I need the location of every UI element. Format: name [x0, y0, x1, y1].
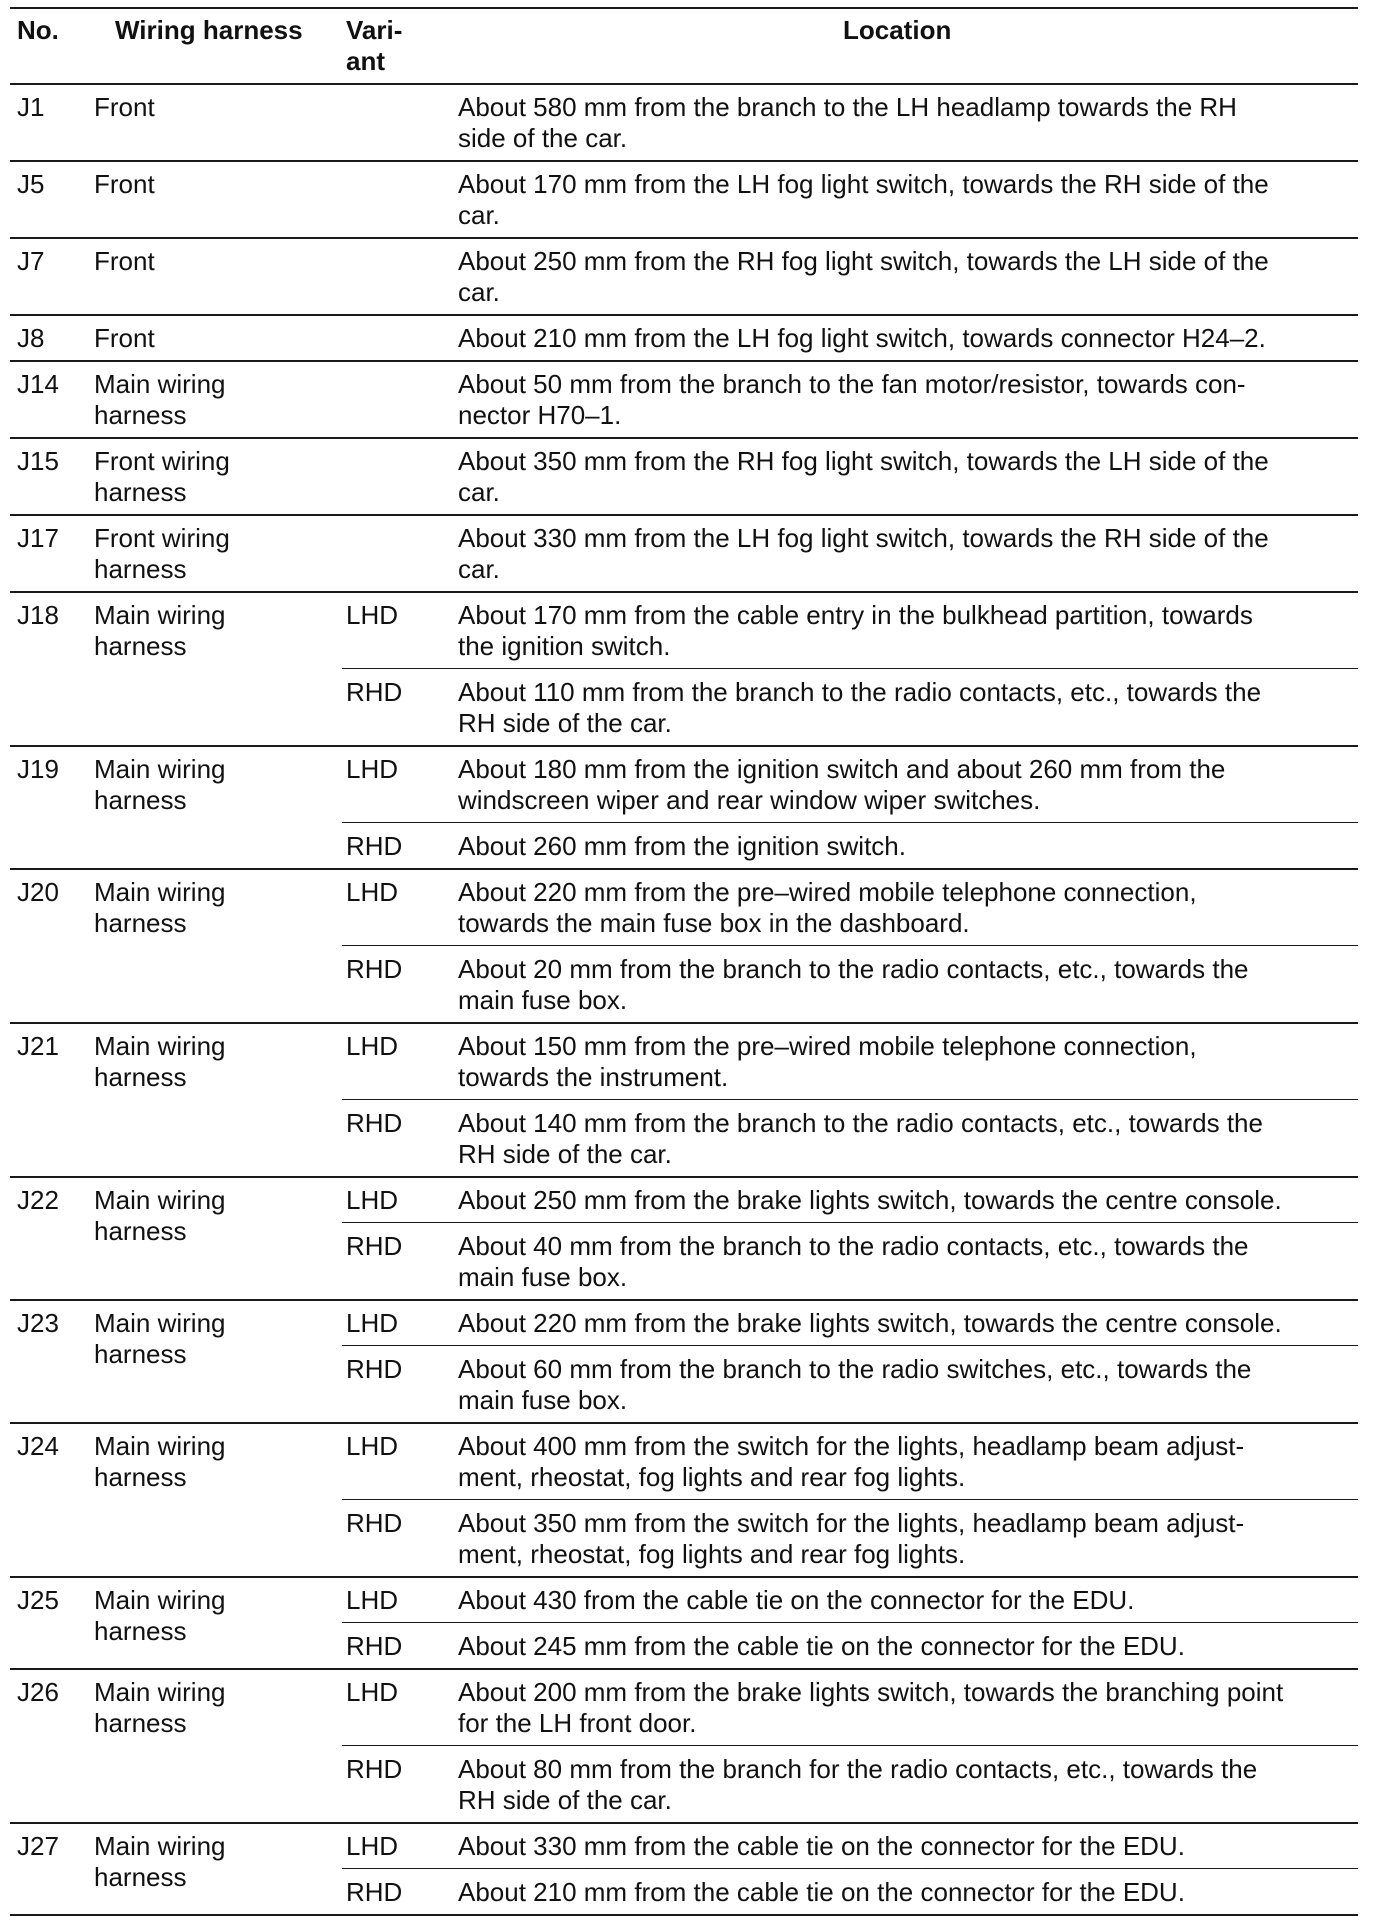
- rule: [342, 1222, 1358, 1223]
- rule: [342, 1099, 1358, 1100]
- row-wiring-harness: Front wiring: [94, 446, 230, 476]
- row-wiring-harness: Front: [94, 169, 155, 199]
- row-wiring-harness: Main wiring: [94, 1831, 226, 1861]
- rule: [10, 237, 1358, 239]
- row-location: the ignition switch.: [458, 631, 671, 661]
- row-wiring-harness: Main wiring: [94, 1677, 226, 1707]
- row-variant: LHD: [346, 1185, 399, 1215]
- row-no: J27: [17, 1831, 59, 1861]
- row-location: car.: [458, 477, 500, 507]
- row-variant: RHD: [346, 1508, 403, 1538]
- header-variant-line: Vari-: [346, 15, 403, 45]
- row-location: RH side of the car.: [458, 708, 672, 738]
- row-variant: RHD: [346, 831, 403, 861]
- rule: [342, 1868, 1358, 1869]
- row-location: About 180 mm from the ignition switch and about 260 mm from the: [458, 754, 1226, 784]
- row-location: About 170 mm from the LH fog light switch, towards the RH side of the: [458, 169, 1269, 199]
- rule: [342, 822, 1358, 823]
- row-no: J14: [17, 369, 59, 399]
- row-wiring-harness: Front wiring: [94, 523, 230, 553]
- row-wiring-harness: Main wiring: [94, 754, 226, 784]
- row-wiring-harness: Front: [94, 92, 155, 122]
- row-no: J5: [17, 169, 45, 199]
- row-location: About 220 mm from the brake lights switch, towards the centre console.: [458, 1308, 1282, 1338]
- row-wiring-harness: harness: [94, 400, 187, 430]
- row-location: windscreen wiper and rear window wiper switches.: [458, 785, 1041, 815]
- row-no: J20: [17, 877, 59, 907]
- row-no: J26: [17, 1677, 59, 1707]
- row-no: J18: [17, 600, 59, 630]
- rule: [342, 945, 1358, 946]
- row-no: J24: [17, 1431, 59, 1461]
- rule: [10, 1022, 1358, 1024]
- row-variant: LHD: [346, 600, 399, 630]
- row-no: J17: [17, 523, 59, 553]
- row-location: About 330 mm from the LH fog light switch, towards the RH side of the: [458, 523, 1269, 553]
- rule: [10, 514, 1358, 516]
- row-location: car.: [458, 200, 500, 230]
- row-wiring-harness: Main wiring: [94, 1585, 226, 1615]
- rule: [10, 1576, 1358, 1578]
- rule: [342, 1622, 1358, 1623]
- row-location: About 170 mm from the cable entry in the bulkhead partition, towards: [458, 600, 1253, 630]
- row-variant: RHD: [346, 1877, 403, 1907]
- row-variant: LHD: [346, 1677, 399, 1707]
- rule: [10, 83, 1358, 85]
- row-location: car.: [458, 554, 500, 584]
- rule: [10, 1422, 1358, 1424]
- row-wiring-harness: harness: [94, 908, 187, 938]
- rule: [10, 1822, 1358, 1824]
- row-no: J7: [17, 246, 45, 276]
- row-location: About 200 mm from the brake lights switch, towards the branching point: [458, 1677, 1284, 1707]
- header-location: Location: [843, 15, 952, 45]
- row-wiring-harness: harness: [94, 477, 187, 507]
- rule: [342, 1345, 1358, 1346]
- row-no: J8: [17, 323, 45, 353]
- row-wiring-harness: Main wiring: [94, 1431, 226, 1461]
- row-location: for the LH front door.: [458, 1708, 697, 1738]
- row-location: nector H70–1.: [458, 400, 622, 430]
- row-location: About 210 mm from the LH fog light switch, towards connector H24–2.: [458, 323, 1266, 353]
- row-variant: LHD: [346, 1308, 399, 1338]
- row-wiring-harness: harness: [94, 1708, 187, 1738]
- rule: [10, 1176, 1358, 1178]
- row-location: About 580 mm from the branch to the LH headlamp towards the RH: [458, 92, 1237, 122]
- row-no: J22: [17, 1185, 59, 1215]
- row-location: About 60 mm from the branch to the radio switches, etc., towards the: [458, 1354, 1252, 1384]
- row-location: About 330 mm from the cable tie on the connector for the EDU.: [458, 1831, 1185, 1861]
- row-wiring-harness: harness: [94, 785, 187, 815]
- row-variant: LHD: [346, 1831, 399, 1861]
- row-wiring-harness: Main wiring: [94, 369, 226, 399]
- rule: [342, 1499, 1358, 1500]
- rule: [10, 160, 1358, 162]
- row-wiring-harness: Main wiring: [94, 1185, 226, 1215]
- row-wiring-harness: harness: [94, 1062, 187, 1092]
- row-variant: LHD: [346, 877, 399, 907]
- row-location: About 250 mm from the RH fog light switch, towards the LH side of the: [458, 246, 1269, 276]
- row-wiring-harness: harness: [94, 1862, 187, 1892]
- row-no: J19: [17, 754, 59, 784]
- row-location: About 40 mm from the branch to the radio contacts, etc., towards the: [458, 1231, 1249, 1261]
- row-wiring-harness: Front: [94, 323, 155, 353]
- row-wiring-harness: harness: [94, 1339, 187, 1369]
- row-location: About 430 from the cable tie on the connector for the EDU.: [458, 1585, 1135, 1615]
- row-location: main fuse box.: [458, 985, 628, 1015]
- rule: [10, 314, 1358, 316]
- row-wiring-harness: harness: [94, 1216, 187, 1246]
- row-variant: LHD: [346, 754, 399, 784]
- row-variant: RHD: [346, 1231, 403, 1261]
- row-variant: RHD: [346, 677, 403, 707]
- rule: [10, 868, 1358, 870]
- row-wiring-harness: Front: [94, 246, 155, 276]
- rule: [10, 437, 1358, 439]
- row-location: About 150 mm from the pre–wired mobile telephone connection,: [458, 1031, 1197, 1061]
- row-location: About 250 mm from the brake lights switch, towards the centre console.: [458, 1185, 1282, 1215]
- row-location: ment, rheostat, fog lights and rear fog lights.: [458, 1539, 966, 1569]
- row-no: J1: [17, 92, 45, 122]
- row-location: towards the instrument.: [458, 1062, 729, 1092]
- row-location: main fuse box.: [458, 1262, 628, 1292]
- rule: [342, 1745, 1358, 1746]
- row-variant: RHD: [346, 1108, 403, 1138]
- row-variant: RHD: [346, 1754, 403, 1784]
- row-wiring-harness: harness: [94, 554, 187, 584]
- row-wiring-harness: harness: [94, 1616, 187, 1646]
- row-variant: RHD: [346, 1631, 403, 1661]
- row-location: side of the car.: [458, 123, 628, 153]
- row-location: About 350 mm from the switch for the lights, headlamp beam adjust-: [458, 1508, 1245, 1538]
- row-location: About 260 mm from the ignition switch.: [458, 831, 906, 861]
- row-location: About 20 mm from the branch to the radio contacts, etc., towards the: [458, 954, 1249, 984]
- row-location: About 80 mm from the branch for the radio contacts, etc., towards the: [458, 1754, 1258, 1784]
- row-wiring-harness: Main wiring: [94, 877, 226, 907]
- row-variant: RHD: [346, 1354, 403, 1384]
- row-location: About 220 mm from the pre–wired mobile telephone connection,: [458, 877, 1197, 907]
- row-wiring-harness: harness: [94, 631, 187, 661]
- row-location: About 50 mm from the branch to the fan motor/resistor, towards con-: [458, 369, 1246, 399]
- row-location: About 110 mm from the branch to the radio contacts, etc., towards the: [458, 677, 1262, 707]
- row-variant: LHD: [346, 1031, 399, 1061]
- row-location: RH side of the car.: [458, 1139, 672, 1169]
- row-location: car.: [458, 277, 500, 307]
- row-location: towards the main fuse box in the dashboard.: [458, 908, 970, 938]
- rule: [342, 668, 1358, 669]
- row-variant: LHD: [346, 1431, 399, 1461]
- row-no: J15: [17, 446, 59, 476]
- row-location: main fuse box.: [458, 1385, 628, 1415]
- rule: [10, 591, 1358, 593]
- rule: [10, 1299, 1358, 1301]
- rule: [10, 360, 1358, 362]
- row-location: About 140 mm from the branch to the radio contacts, etc., towards the: [458, 1108, 1263, 1138]
- rule: [10, 745, 1358, 747]
- header-wiring-harness: Wiring harness: [115, 15, 303, 45]
- header-variant-line: ant: [346, 46, 385, 76]
- header-no: No.: [17, 15, 59, 45]
- row-location: About 210 mm from the cable tie on the connector for the EDU.: [458, 1877, 1185, 1907]
- row-variant: LHD: [346, 1585, 399, 1615]
- row-wiring-harness: harness: [94, 1462, 187, 1492]
- row-wiring-harness: Main wiring: [94, 1031, 226, 1061]
- row-location: RH side of the car.: [458, 1785, 672, 1815]
- rule: [10, 7, 1358, 9]
- row-no: J25: [17, 1585, 59, 1615]
- row-location: ment, rheostat, fog lights and rear fog lights.: [458, 1462, 966, 1492]
- row-variant: RHD: [346, 954, 403, 984]
- row-wiring-harness: Main wiring: [94, 600, 226, 630]
- row-wiring-harness: Main wiring: [94, 1308, 226, 1338]
- rule: [10, 1668, 1358, 1670]
- row-location: About 400 mm from the switch for the lights, headlamp beam adjust-: [458, 1431, 1245, 1461]
- row-location: About 350 mm from the RH fog light switch, towards the LH side of the: [458, 446, 1269, 476]
- row-no: J21: [17, 1031, 59, 1061]
- row-no: J23: [17, 1308, 59, 1338]
- row-location: About 245 mm from the cable tie on the connector for the EDU.: [458, 1631, 1185, 1661]
